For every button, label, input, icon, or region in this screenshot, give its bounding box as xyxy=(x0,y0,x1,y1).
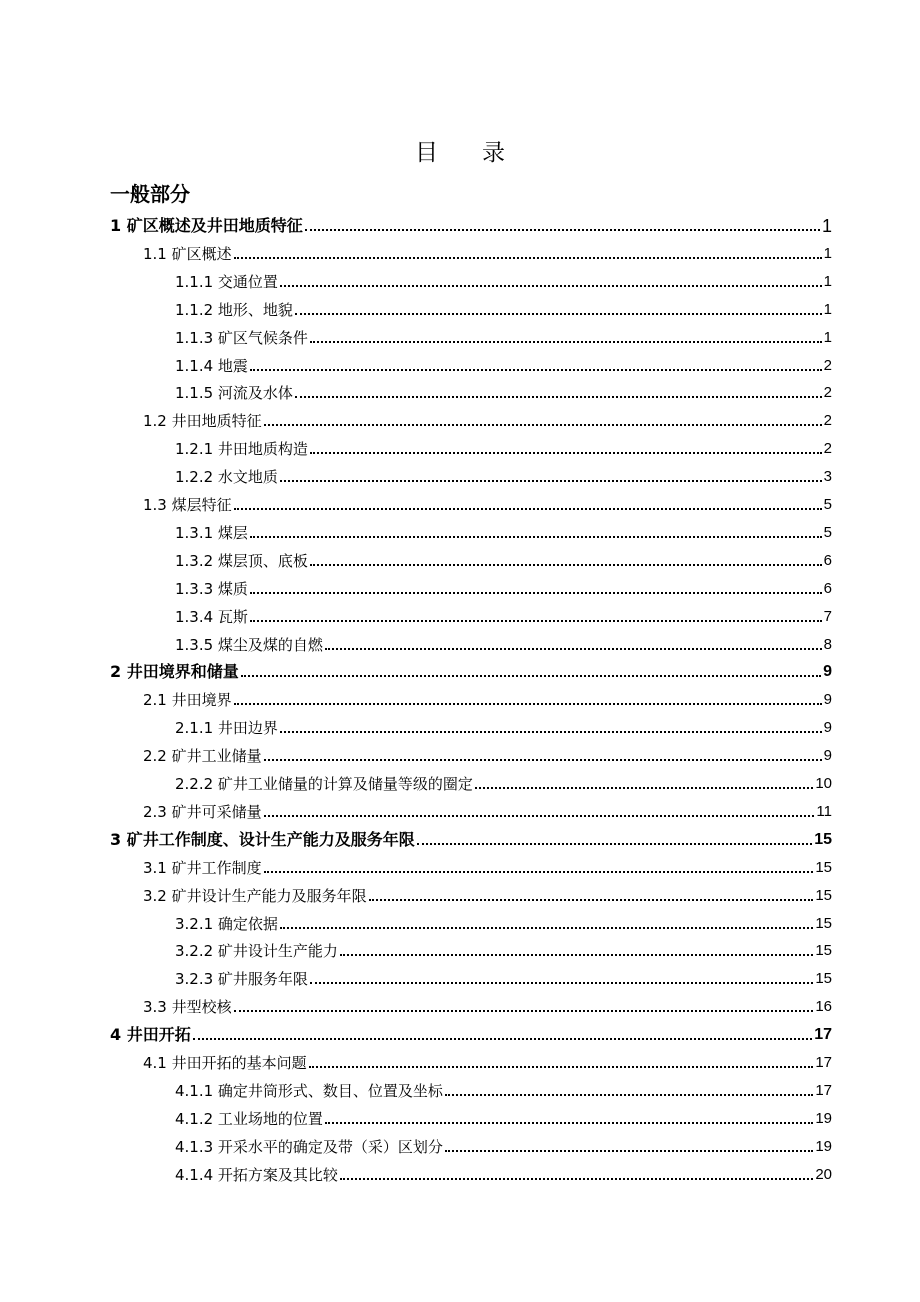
toc-dot-leader xyxy=(241,674,821,677)
toc-dot-leader xyxy=(264,758,822,761)
toc-entry-page-number: 19 xyxy=(815,1109,832,1127)
toc-dot-leader xyxy=(234,1009,814,1012)
section-heading: 一般部分 xyxy=(110,182,190,206)
toc-entry-page-number: 15 xyxy=(814,830,832,848)
toc-entry[interactable] xyxy=(143,682,832,710)
toc-entry-label: 1.3.4 瓦斯 xyxy=(175,607,248,626)
toc-entry[interactable] xyxy=(175,627,832,655)
toc-dot-leader xyxy=(280,284,822,287)
toc-entry-page-number: 9 xyxy=(823,663,832,681)
toc-entry[interactable] xyxy=(175,1101,832,1129)
toc-entry-label: 4.1.1 确定井筒形式、数目、位置及坐标 xyxy=(175,1081,443,1100)
toc-entry[interactable] xyxy=(175,1129,832,1157)
toc-entry-label: 1.3.3 煤质 xyxy=(175,579,248,598)
toc-dot-leader xyxy=(445,1093,813,1096)
toc-entry-label: 1.2.2 水文地质 xyxy=(175,468,278,487)
toc-dot-leader xyxy=(369,898,814,901)
toc-entry[interactable] xyxy=(143,403,832,431)
toc-entry-label: 4.1 井田开拓的基本问题 xyxy=(143,1054,307,1072)
toc-entry-label: 1 矿区概述及井田地质特征 xyxy=(110,216,303,235)
toc-entry[interactable] xyxy=(143,989,832,1017)
toc-dot-leader xyxy=(305,228,820,231)
toc-entry-page-number: 8 xyxy=(823,635,832,653)
toc-entry-label: 3.2.2 矿井设计生产能力 xyxy=(175,942,338,961)
toc-entry[interactable] xyxy=(175,431,832,459)
toc-dot-leader xyxy=(264,423,822,426)
toc-entry-page-number: 2 xyxy=(823,440,832,458)
toc-entry-label: 1.1.4 地震 xyxy=(175,356,248,375)
toc-entry[interactable] xyxy=(143,1045,832,1073)
toc-entry-label: 2.1.1 井田边界 xyxy=(175,719,278,738)
toc-entry-page-number: 1 xyxy=(823,328,832,346)
toc-entry-page-number: 1 xyxy=(821,216,832,236)
toc-entry-label: 1.2 井田地质特征 xyxy=(143,412,262,431)
toc-entry-page-number: 10 xyxy=(815,775,832,792)
toc-entry[interactable] xyxy=(175,1157,832,1185)
toc-entry-label: 1.3 煤层特征 xyxy=(143,496,232,514)
toc-dot-leader xyxy=(280,479,822,482)
toc-entry-label: 3.2.3 矿井服务年限 xyxy=(175,970,308,989)
toc-entry-page-number: 9 xyxy=(823,747,832,765)
toc-entry[interactable] xyxy=(110,654,832,682)
page-title xyxy=(0,134,920,167)
toc-entry-page-number: 16 xyxy=(815,998,832,1016)
toc-entry-page-number: 15 xyxy=(815,858,832,876)
toc-entry-page-number: 2 xyxy=(823,412,832,430)
toc-entry[interactable] xyxy=(175,320,832,348)
toc-entry[interactable] xyxy=(175,766,832,794)
toc-dot-leader xyxy=(250,591,822,594)
toc-entry[interactable] xyxy=(175,543,832,571)
toc-dot-leader xyxy=(475,786,813,789)
toc-entry-label: 1.3.2 煤层顶、底板 xyxy=(175,551,308,570)
toc-entry-label: 4.1.4 开拓方案及其比较 xyxy=(175,1165,338,1184)
toc-entry[interactable] xyxy=(175,710,832,738)
toc-entry[interactable] xyxy=(143,850,832,878)
toc-entry-label: 3 矿井工作制度、设计生产能力及服务年限 xyxy=(110,829,415,849)
toc-dot-leader xyxy=(310,340,822,343)
toc-entry-label: 1.1.5 河流及水体 xyxy=(175,384,293,403)
toc-entry-page-number: 15 xyxy=(815,886,832,904)
toc-dot-leader xyxy=(325,1121,813,1124)
toc-entry-label: 2.2.2 矿井工业储量的计算及储量等级的圈定 xyxy=(175,775,473,793)
toc-entry[interactable] xyxy=(175,599,832,627)
toc-entry[interactable] xyxy=(175,375,832,403)
toc-entry[interactable] xyxy=(175,264,832,292)
toc-entry-page-number: 6 xyxy=(823,579,832,597)
toc-entry-page-number: 17 xyxy=(815,1054,832,1071)
toc-entry[interactable] xyxy=(143,878,832,906)
toc-entry-label: 3.1 矿井工作制度 xyxy=(143,858,262,877)
toc-dot-leader xyxy=(310,451,822,454)
toc-entry-label: 1.3.5 煤尘及煤的自燃 xyxy=(175,635,323,654)
toc-entry[interactable] xyxy=(110,822,832,850)
toc-entry[interactable] xyxy=(143,738,832,766)
toc-dot-leader xyxy=(250,535,822,538)
toc-entry-page-number: 1 xyxy=(823,244,832,262)
toc-entry-label: 3.3 井型校核 xyxy=(143,998,232,1017)
toc-entry-page-number: 2 xyxy=(823,356,832,374)
toc-entry-label: 1.1.1 交通位置 xyxy=(175,272,278,291)
toc-entry-page-number: 9 xyxy=(823,691,832,709)
toc-entry[interactable] xyxy=(110,208,832,236)
toc-dot-leader xyxy=(250,619,822,622)
toc-entry-page-number: 17 xyxy=(814,1026,832,1044)
toc-entry-label: 2 井田境界和储量 xyxy=(110,662,239,682)
toc-entry[interactable] xyxy=(175,348,832,376)
toc-dot-leader xyxy=(280,730,822,733)
toc-dot-leader xyxy=(325,647,822,650)
toc-entry-page-number: 6 xyxy=(823,551,832,569)
toc-entry[interactable] xyxy=(110,1017,832,1045)
toc-entry[interactable] xyxy=(175,515,832,543)
toc-dot-leader xyxy=(234,507,822,510)
toc-dot-leader xyxy=(234,256,822,259)
page-title-left: 目 xyxy=(415,140,438,166)
toc-dot-leader xyxy=(280,926,813,929)
toc-entry[interactable] xyxy=(175,571,832,599)
toc-entry-page-number: 1 xyxy=(823,300,832,318)
page-title-right: 录 xyxy=(482,140,505,166)
toc-entry[interactable] xyxy=(143,236,832,264)
toc-entry-page-number: 15 xyxy=(815,942,832,960)
toc-entry[interactable] xyxy=(143,487,832,515)
toc-dot-leader xyxy=(310,981,813,984)
toc-entry[interactable] xyxy=(175,933,832,961)
toc-dot-leader xyxy=(340,953,813,956)
toc-entry-label: 3.2 矿井设计生产能力及服务年限 xyxy=(143,886,367,905)
toc-entry-label: 4.1.3 开采水平的确定及带（采）区划分 xyxy=(175,1137,443,1156)
toc-entry-label: 1.2.1 井田地质构造 xyxy=(175,440,308,459)
toc-entry-page-number: 2 xyxy=(823,384,832,402)
toc-dot-leader xyxy=(234,702,822,705)
toc-entry-label: 1.3.1 煤层 xyxy=(175,523,248,542)
toc-entry[interactable] xyxy=(175,292,832,320)
toc-entry[interactable] xyxy=(175,459,832,487)
toc-dot-leader xyxy=(309,1065,814,1068)
toc-dot-leader xyxy=(250,368,822,371)
toc-entry-page-number: 15 xyxy=(815,970,832,988)
toc-entry-label: 4.1.2 工业场地的位置 xyxy=(175,1109,323,1128)
toc-entry-page-number: 20 xyxy=(815,1165,832,1183)
toc-entry-label: 2.3 矿井可采储量 xyxy=(143,802,262,821)
toc-dot-leader xyxy=(264,870,814,873)
toc-entry-page-number: 9 xyxy=(823,719,832,737)
toc-entry-label: 4 井田开拓 xyxy=(110,1025,191,1045)
toc-dot-leader xyxy=(445,1149,813,1152)
toc-entry-label: 1.1.3 矿区气候条件 xyxy=(175,328,308,347)
toc-entry-label: 2.2 矿井工业储量 xyxy=(143,747,262,766)
toc-entry-page-number: 5 xyxy=(823,496,832,513)
toc-dot-leader xyxy=(295,395,822,398)
toc-entry-page-number: 5 xyxy=(823,523,832,541)
toc-dot-leader xyxy=(295,312,822,315)
toc-entry-page-number: 1 xyxy=(823,272,832,290)
toc-entry-label: 3.2.1 确定依据 xyxy=(175,914,278,933)
toc-entry[interactable] xyxy=(143,794,832,822)
toc-entry[interactable] xyxy=(175,961,832,989)
toc-dot-leader xyxy=(264,814,815,817)
toc-entry-page-number: 15 xyxy=(815,914,832,932)
toc-entry-page-number: 11 xyxy=(816,802,832,820)
toc-dot-leader xyxy=(310,563,822,566)
toc-dot-leader xyxy=(340,1177,813,1180)
toc-entry-label: 2.1 井田境界 xyxy=(143,691,232,710)
toc-entry-page-number: 3 xyxy=(823,468,832,486)
toc-entry[interactable] xyxy=(175,906,832,934)
toc-dot-leader xyxy=(193,1037,812,1040)
toc-dot-leader xyxy=(417,842,812,845)
toc-entry-page-number: 7 xyxy=(823,607,832,625)
toc-entry[interactable] xyxy=(175,1073,832,1101)
toc-entry-page-number: 17 xyxy=(815,1081,832,1099)
toc-entry-label: 1.1.2 地形、地貌 xyxy=(175,300,293,319)
toc-entry-label: 1.1 矿区概述 xyxy=(143,244,232,263)
toc-entry-page-number: 19 xyxy=(815,1137,832,1155)
